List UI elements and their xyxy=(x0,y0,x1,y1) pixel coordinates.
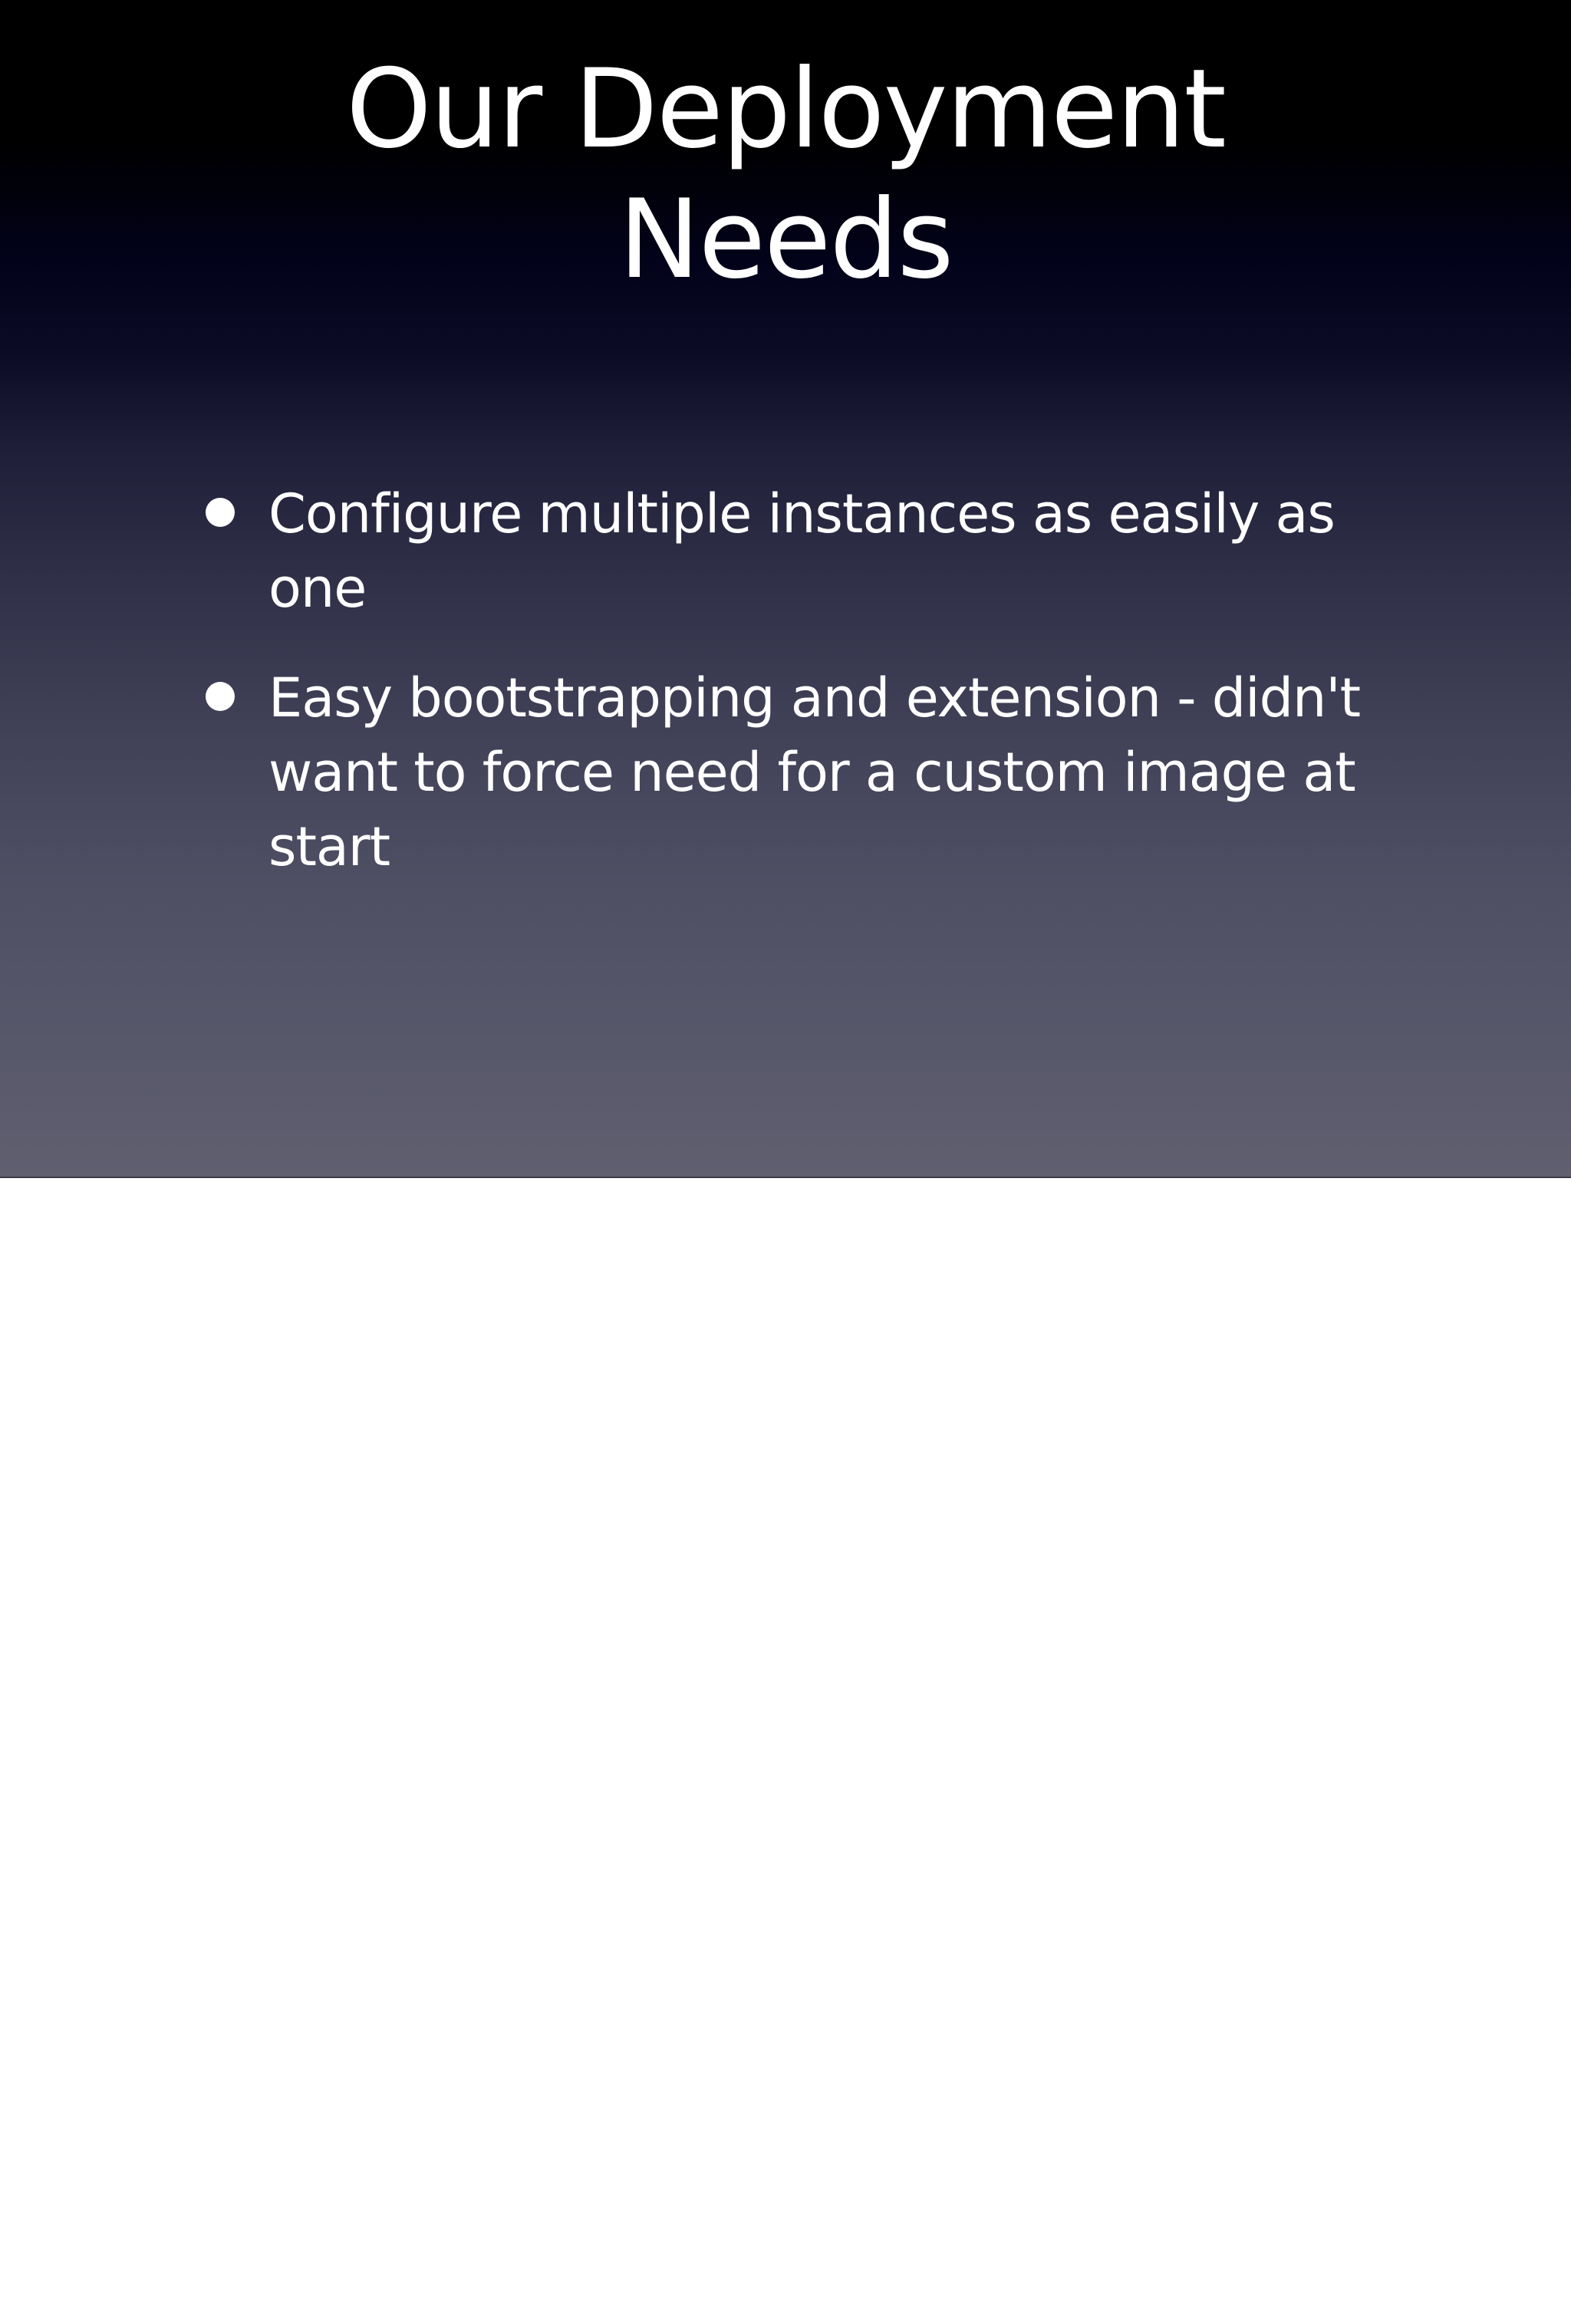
bullet-dot-icon xyxy=(206,498,235,527)
slide-title-line: Our Deployment xyxy=(346,46,1225,173)
bullet-dot-icon xyxy=(206,682,235,711)
bullet-text-line: Configure multiple instances as easily as xyxy=(268,482,1335,545)
bullet-text-line: one xyxy=(268,557,367,620)
bullet-text-line: Easy bootstrapping and extension - didn't xyxy=(268,667,1361,729)
bullet-list xyxy=(199,477,1396,920)
slide-title xyxy=(0,44,1571,305)
bullet-text-line: want to force need for a custom image at xyxy=(268,741,1355,804)
bullet-item xyxy=(199,477,1396,626)
bullet-text-line: start xyxy=(268,815,390,878)
slide-title-line: Needs xyxy=(618,176,953,303)
bullet-item xyxy=(199,661,1396,884)
